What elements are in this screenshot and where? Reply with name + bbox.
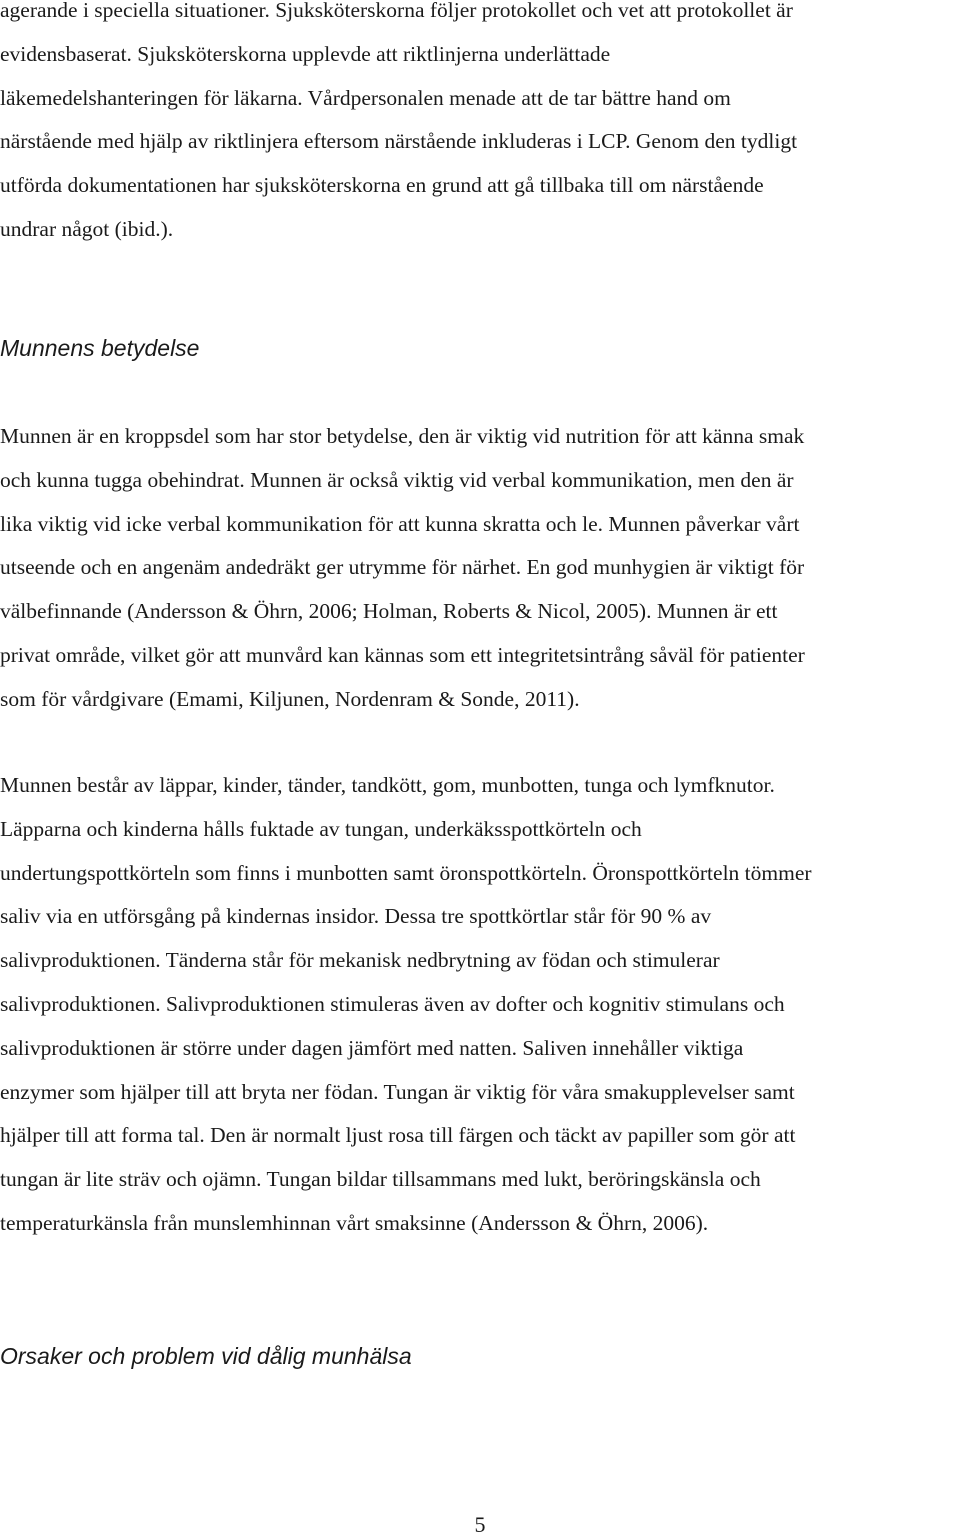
paragraph-munnens-anatomi	[0, 764, 960, 1246]
paragraph-munnens-betydelse	[0, 415, 960, 722]
section-heading-orsaker: Orsaker och problem vid dålig munhälsa	[0, 1343, 412, 1369]
text-line: välbefinnande (Andersson & Öhrn, 2006; Holman, Roberts & Nicol, 2005). Munnen är ett	[0, 599, 778, 624]
text-line: saliv via en utförsgång på kindernas insidor. Dessa tre spottkörtlar står för 90 % av	[0, 904, 712, 929]
text-line: salivproduktionen. Tänderna står för mekanisk nedbrytning av födan och stimulerar	[0, 948, 720, 973]
text-line: Läpparna och kinderna hålls fuktade av tungan, underkäksspottkörteln och	[0, 816, 642, 841]
text-line: privat område, vilket gör att munvård kan kännas som ett integritetsintrång såväl för patienter	[0, 642, 805, 667]
text-line: salivproduktionen är större under dagen jämfört med natten. Saliven innehåller viktiga	[0, 1035, 744, 1060]
text-line: temperaturkänsla från munslemhinnan vårt smaksinne (Andersson & Öhrn, 2006).	[0, 1210, 709, 1235]
text-line: utseende och en angenäm andedräkt ger utrymme för närhet. En god munhygien är viktigt för	[0, 555, 805, 580]
text-line: närstående med hjälp av riktlinjera eftersom närstående inkluderas i LCP. Genom den tydligt	[0, 129, 798, 154]
text-line: evidensbaserat. Sjuksköterskorna upplevde att riktlinjerna underlättade	[0, 41, 611, 66]
text-line: undertungspottkörteln som finns i munbotten samt öronspottkörteln. Öronspottkörteln tömmer	[0, 860, 812, 885]
text-line: salivproduktionen. Salivproduktionen stimuleras även av dofter och kognitiv stimulans och	[0, 991, 785, 1016]
text-line: tungan är lite sträv och ojämn. Tungan bildar tillsammans med lukt, beröringskänsla och	[0, 1167, 761, 1192]
text-line: agerande i speciella situationer. Sjuksköterskorna följer protokollet och vet att protokollet är	[0, 0, 793, 22]
text-line: Munnen består av läppar, kinder, tänder, tandkött, gom, munbotten, tunga och lymfknutor.	[0, 773, 775, 797]
text-line: undrar något (ibid.).	[0, 216, 174, 241]
text-line: Munnen är en kroppsdel som har stor betydelse, den är viktig vid nutrition för att känna smak	[0, 424, 805, 448]
text-line: utförda dokumentationen har sjuksköterskorna en grund att gå tillbaka till om närstående	[0, 173, 764, 198]
text-line: enzymer som hjälper till att bryta ner födan. Tungan är viktig för våra smakupplevelser samt	[0, 1079, 795, 1104]
page-number: 5	[474, 1512, 486, 1537]
section-heading-munnens-betydelse: Munnens betydelse	[0, 335, 200, 361]
text-line: läkemedelshanteringen för läkarna. Vårdpersonalen menade att de tar bättre hand om	[0, 85, 731, 110]
text-line: och kunna tugga obehindrat. Munnen är också viktig vid verbal kommunikation, men den är	[0, 467, 794, 492]
text-line: lika viktig vid icke verbal kommunikation för att kunna skratta och le. Munnen påverkar vårt	[0, 511, 800, 536]
paragraph-intro	[0, 0, 960, 252]
text-line: hjälper till att forma tal. Den är normalt ljust rosa till färgen och täckt av papiller som gör att	[0, 1123, 796, 1148]
text-line: som för vårdgivare (Emami, Kiljunen, Nordenram & Sonde, 2011).	[0, 686, 580, 711]
